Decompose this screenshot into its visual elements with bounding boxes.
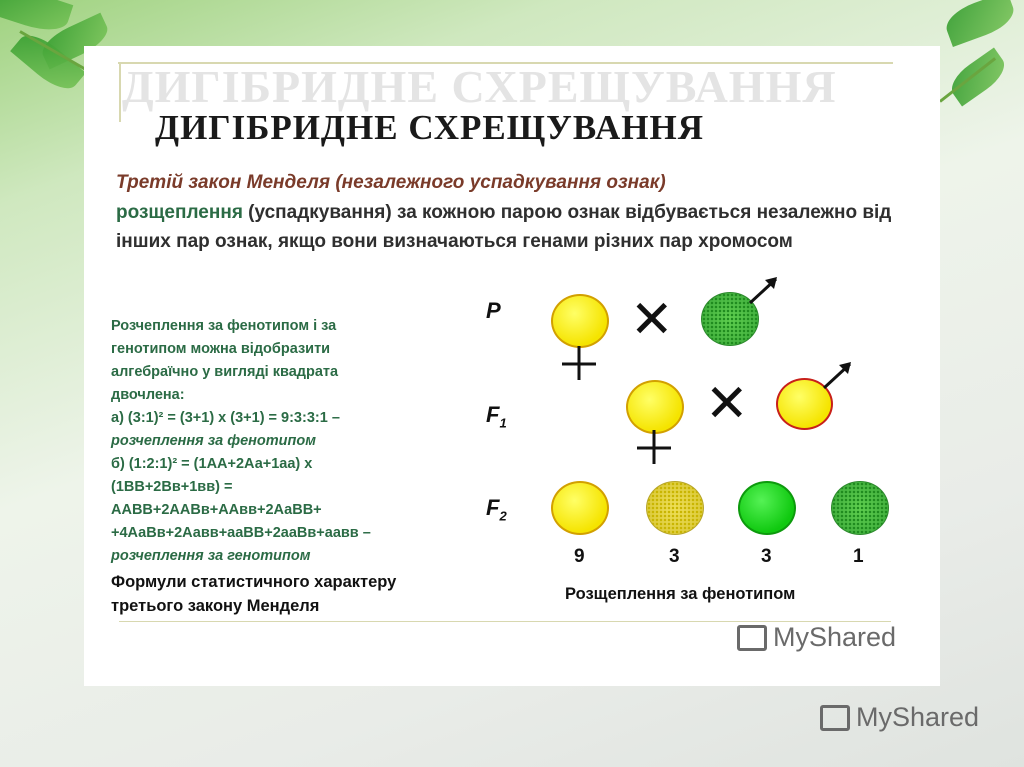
female-symbol-icon <box>633 430 675 466</box>
generation-label-f2 <box>486 495 507 523</box>
generation-label-p: P <box>486 298 501 323</box>
pea-yellow-wrinkled <box>646 481 704 535</box>
explain-line: алгебраїчно у вигляді квадрата <box>111 364 339 380</box>
cross-icon: ✕ <box>705 375 749 433</box>
gen-f1-sub: 1 <box>499 415 507 431</box>
formula-b-line: +4АаВв+2Аавв+ааВВ+2ааВв+аавв – <box>111 525 371 541</box>
law-heading: Третій закон Менделя (незалежного успадкування ознак) <box>116 172 666 193</box>
female-symbol-icon <box>558 346 600 382</box>
pea-yellow-smooth <box>551 481 609 535</box>
formula-b-line: ААВВ+2ААВв+ААвв+2АаВВ+ <box>111 502 322 518</box>
formula-caption-line: Формули статистичного характеру <box>111 573 397 591</box>
title-rule-vertical <box>119 62 121 122</box>
formula-b-line: (1ВВ+2Вв+1вв) = <box>111 479 233 495</box>
pea-green-smooth <box>738 481 796 535</box>
gen-f1-letter: F <box>486 402 500 427</box>
desc-text: (успадкування) за кожною парою ознак відбувається незалежно від інших пар ознак, якщо вони визначаються генами різних пар хромосом <box>116 202 892 252</box>
watermark-text: MyShared <box>773 622 897 652</box>
explain-line: двочлена: <box>111 387 185 403</box>
formula-b-note: розчеплення за генотипом <box>111 548 311 564</box>
formula-caption-line: третього закону Менделя <box>111 597 320 615</box>
algebra-explanation <box>111 315 481 568</box>
formula-a-note: розчеплення за фенотипом <box>111 433 316 449</box>
formula-a: а) (3:1)² = (3+1) х (3+1) = 9:3:3:1 – <box>111 410 340 426</box>
cross-icon: ✕ <box>630 291 674 349</box>
count-label: 3 <box>669 546 680 567</box>
generation-label-f1 <box>486 402 507 430</box>
formula-caption <box>111 570 396 618</box>
male-arrow-icon <box>822 360 854 390</box>
decorative-leaf <box>941 0 1018 47</box>
watermark-text: MyShared <box>856 702 980 732</box>
page-title: ДИГІБРИДНЕ СХРЕЩУВАННЯ <box>155 108 704 147</box>
decorative-leaf <box>945 48 1011 107</box>
formula-b: б) (1:2:1)² = (1АА+2Аа+1аа) х <box>111 456 313 472</box>
count-label: 3 <box>761 546 772 567</box>
count-label: 9 <box>574 546 585 567</box>
male-arrow-icon <box>748 275 780 305</box>
desc-keyword: розщеплення <box>116 202 243 223</box>
explain-line: Розчеплення за фенотипом і за <box>111 318 337 334</box>
watermark-outer <box>820 702 979 733</box>
title-shadow: ДИГІБРИДНЕ СХРЕЩУВАННЯ <box>122 61 837 112</box>
count-label: 1 <box>853 546 864 567</box>
gen-f2-sub: 2 <box>499 508 507 524</box>
pea-yellow-smooth <box>551 294 609 348</box>
myshared-logo-icon <box>820 705 850 731</box>
pea-yellow-smooth <box>626 380 684 434</box>
watermark-inner <box>737 622 896 653</box>
phenotype-caption: Розщеплення за фенотипом <box>565 585 796 603</box>
explain-line: генотипом можна відобразити <box>111 341 331 357</box>
gen-f2-letter: F <box>486 495 500 520</box>
myshared-logo-icon <box>737 625 767 651</box>
law-description <box>116 198 926 256</box>
pea-green-wrinkled <box>831 481 889 535</box>
